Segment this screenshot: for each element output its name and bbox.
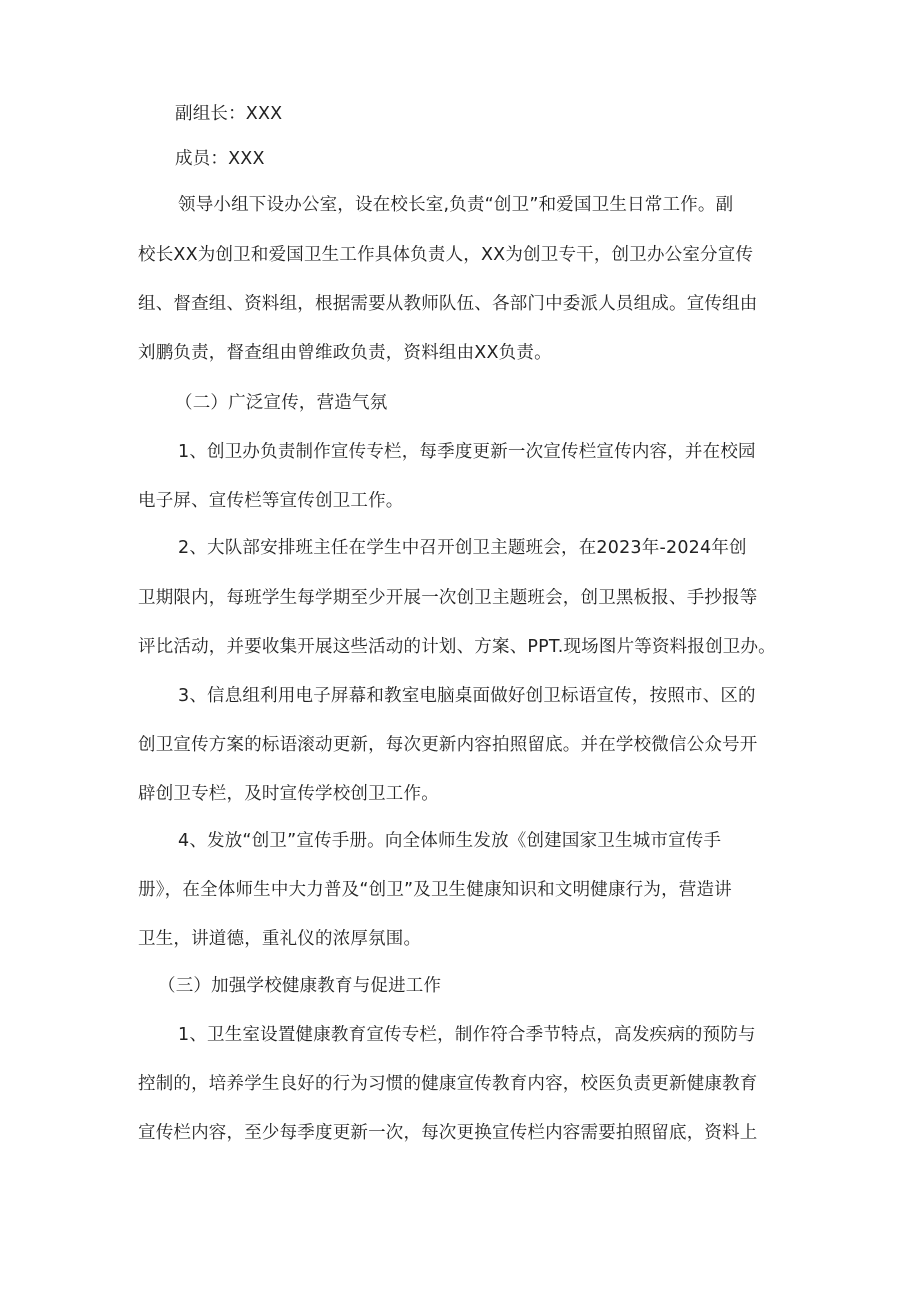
text-line: 卫生，讲道德，重礼仪的浓厚氛围。 [138, 929, 422, 949]
text-line: 2、大队部安排班主任在学生中召开创卫主题班会，在2023年-2024年创 [178, 538, 747, 558]
text-line: 4、发放“创卫”宣传手册。向全体师生发放《创建国家卫生城市宣传手 [178, 831, 722, 851]
text-line: 卫期限内，每班学生每学期至少开展一次创卫主题班会，创卫黑板报、手抄报等 [138, 588, 758, 608]
text-line: 组、督查组、资料组，根据需要从教师队伍、各部门中委派人员组成。宣传组由 [138, 294, 758, 314]
text-line: 评比活动，并要收集开展这些活动的计划、方案、PPT.现场图片等资料报创卫办。 [138, 637, 776, 657]
text-line: 成员：XXX [175, 149, 265, 169]
text-line: 辟创卫专栏，及时宣传学校创卫工作。 [138, 784, 439, 804]
text-line: 3、信息组利用电子屏幕和教室电脑桌面做好创卫标语宣传，按照市、区的 [178, 686, 756, 706]
text-line: 册》，在全体师生中大力普及“创卫”及卫生健康知识和文明健康行为，营造讲 [138, 880, 732, 900]
text-line: 领导小组下设办公室，设在校长室,负责“创卫”和爱国卫生日常工作。副 [178, 195, 734, 215]
text-line: 1、卫生室设置健康教育宣传专栏，制作符合季节特点，高发疾病的预防与 [178, 1025, 756, 1045]
text-line: 副组长：XXX [175, 104, 283, 124]
text-line: 校长XX为创卫和爱国卫生工作具体负责人，XX为创卫专干，创卫办公室分宣传 [138, 245, 754, 265]
text-line: 1、创卫办负责制作宣传专栏，每季度更新一次宣传栏宣传内容，并在校园 [178, 442, 756, 462]
section-heading: （二）广泛宣传，营造气氛 [175, 393, 388, 413]
text-line: 创卫宣传方案的标语滚动更新，每次更新内容拍照留底。并在学校微信公众号开 [138, 735, 758, 755]
text-line: 电子屏、宣传栏等宣传创卫工作。 [138, 491, 404, 511]
section-heading: （三）加强学校健康教育与促进工作 [158, 976, 442, 996]
text-line: 宣传栏内容，至少每季度更新一次，每次更换宣传栏内容需要拍照留底，资料上 [138, 1123, 758, 1143]
text-line: 刘鹏负责，督查组由曾维政负责，资料组由XX负责。 [138, 343, 552, 363]
text-line: 控制的，培养学生良好的行为习惯的健康宣传教育内容，校医负责更新健康教育 [138, 1074, 758, 1094]
